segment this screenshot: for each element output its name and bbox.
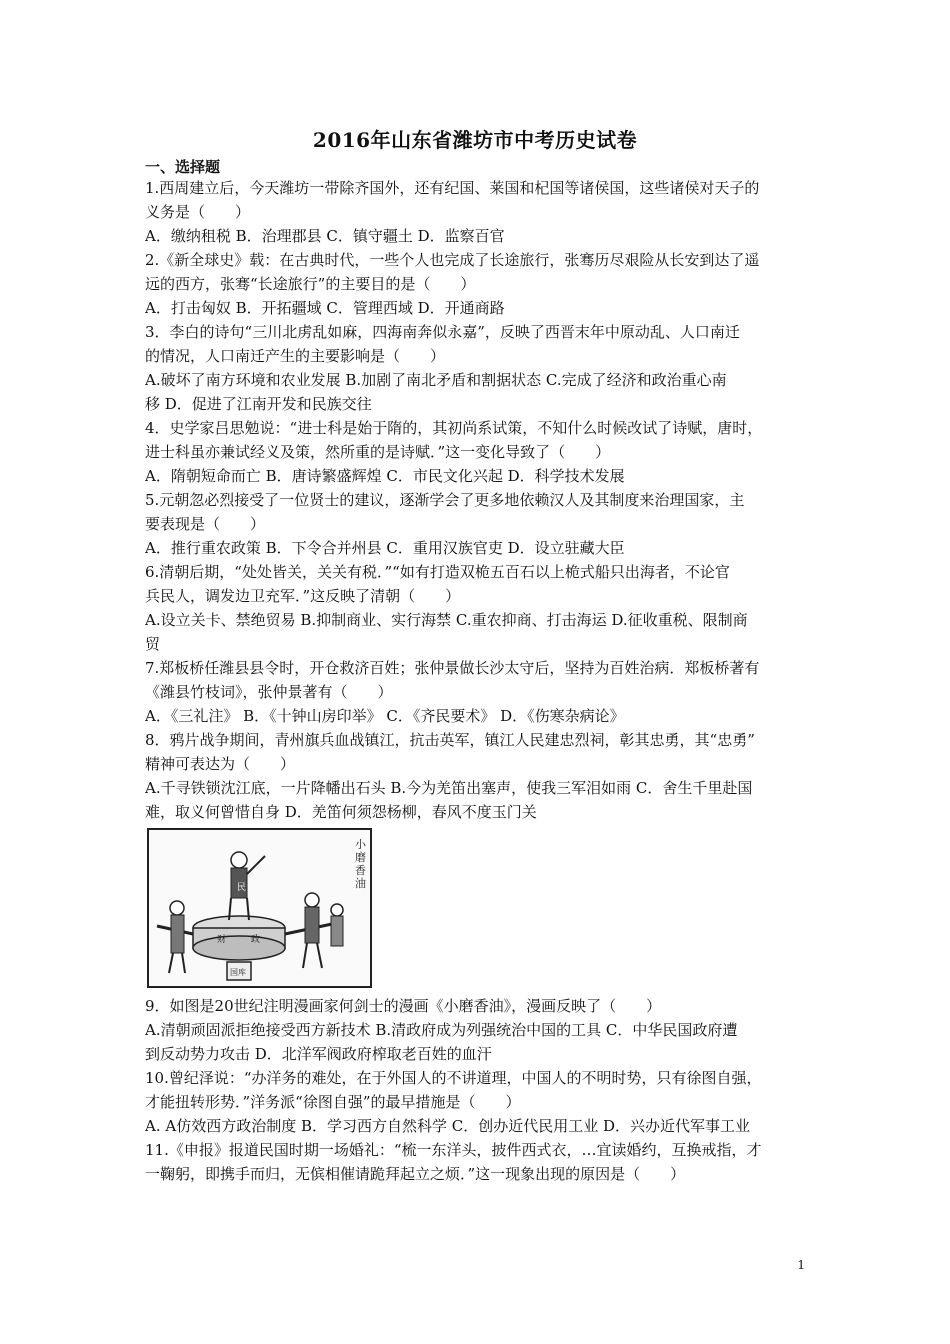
questions-part-2	[145, 994, 807, 1186]
text-line: A．推行重农政策 B．下令合并州县 C．重用汉族官吏 D．设立驻藏大臣	[145, 539, 625, 557]
text-line: 11.《申报》报道民国时期一场婚礼：“梳一东洋头，披件西式衣，…宜读婚约，互换戒指，才	[145, 1141, 762, 1159]
text-line: A.设立关卡、禁绝贸易 B.抑制商业、实行海禁 C.重农抑商、打击海运 D.征收重税、限制商	[145, 611, 748, 629]
cartoon-figure	[147, 828, 372, 988]
text-line: 远的西方，张骞“长途旅行”的主要目的是（ ）	[145, 275, 476, 293]
text-line: 2.《新全球史》载：在古典时代，一些个人也完成了长途旅行，张骞历尽艰险从长安到达了遥	[145, 251, 760, 269]
text-line: 6.清朝后期，“处处皆关，关关有税．”“如有打造双桅五百石以上桅式船只出海者，不论官	[145, 563, 730, 581]
text-line: 义务是（ ）	[145, 203, 251, 221]
text-line: 移 D．促进了江南开发和民族交往	[145, 395, 372, 413]
text-line: 3．李白的诗句“三川北虏乱如麻，四海南奔似永嘉”，反映了西晋末年中原动乱、人口南迁	[145, 323, 740, 341]
text-line: A.清朝顽固派拒绝接受西方新技术 B.清政府成为列强统治中国的工具 C．中华民国政府遭	[145, 1021, 738, 1039]
text-line: 的情况，人口南迁产生的主要影响是（ ）	[145, 347, 446, 365]
cartoon-illustration	[147, 828, 372, 988]
pot-label: 国库	[230, 968, 246, 977]
text-line: 8．鸦片战争期间，青州旗兵血战镇江，抗击英军，镇江人民建忠烈祠，彰其忠勇，其“忠勇”	[145, 731, 755, 749]
figure-label: 政	[251, 935, 261, 945]
text-line: 4．史学家吕思勉说：“进士科是始于隋的，其初尚系试策，不知什么时候改试了诗赋，唐时，	[145, 419, 763, 437]
questions-part-1	[145, 176, 807, 824]
text-line: 5.元朝忽必烈接受了一位贤士的建议，逐渐学会了更多地依赖汉人及其制度来治理国家，主	[145, 491, 745, 509]
text-line: 7.郑板桥任潍县县令时，开仓救济百姓；张仲景做长沙太守后，坚持为百姓治病．郑板桥著有	[145, 659, 760, 677]
text-line: 10.曾纪泽说：“办洋务的难处，在于外国人的不讲道理，中国人的不明时势，只有徐图自强，	[145, 1069, 762, 1087]
text-line: A．《三礼注》 B．《十钟山房印举》 C．《齐民要术》 D．《伤寒杂病论》	[145, 707, 625, 725]
text-line: 9．如图是20世纪注明漫画家何剑士的漫画《小磨香油》，漫画反映了（ ）	[145, 997, 662, 1015]
exam-body	[145, 176, 807, 1186]
text-line: 进士科虽亦兼试经义及策，然所重的是诗赋．”这一变化导致了（ ）	[145, 443, 611, 461]
figure-label: 财	[217, 935, 227, 945]
text-line: A. A仿效西方政治制度 B．学习西方自然科学 C．创办近代民用工业 D．兴办近代军事工业	[145, 1117, 751, 1135]
text-line: 一鞠躬，即携手而归，无傧相催请跪拜起立之烦．”这一现象出现的原因是（ ）	[145, 1165, 686, 1183]
text-line: A．打击匈奴 B．开拓疆域 C．管理西域 D．开通商路	[145, 299, 505, 317]
text-line: A．缴纳租税 B．治理郡县 C．镇守疆土 D．监察百官	[145, 227, 505, 245]
text-line: 1.西周建立后，今天潍坊一带除齐国外，还有纪国、莱国和杞国等诸侯国，这些诸侯对天子的	[145, 179, 760, 197]
text-line: 才能扭转形势．”洋务派“徐图自强”的最早措施是（ ）	[145, 1093, 521, 1111]
page-title: 2016年山东省潍坊市中考历史试卷	[312, 128, 638, 152]
section-heading: 一、选择题	[145, 158, 221, 176]
text-line: A.千寻铁锁沈江底，一片降幡出石头 B.今为羌笛出塞声，使我三军泪如雨 C．舍生千里赴国	[145, 779, 753, 797]
text-line: 贸	[145, 635, 161, 653]
text-line: A.破坏了南方环境和农业发展 B.加剧了南北矛盾和割据状态 C.完成了经济和政治重心南	[145, 371, 727, 389]
text-line: 《潍县竹枝词》，张仲景著有（ ）	[145, 683, 393, 701]
figure-label: 民	[237, 883, 247, 893]
cartoon-caption-char: 小磨香油	[355, 838, 366, 890]
text-line: 到反动势力攻击 D．北洋军阀政府榨取老百姓的血汗	[145, 1045, 492, 1063]
text-line: 难，取义何曾惜自身 D．羌笛何须怨杨柳，春风不度玉门关	[145, 803, 537, 821]
page-number: 1	[797, 1258, 805, 1272]
text-line: 精神可表达为（ ）	[145, 755, 296, 773]
text-line: 兵民人，调发边卫充军．”这反映了清朝（ ）	[145, 587, 461, 605]
text-line: A．隋朝短命而亡 B．唐诗繁盛辉煌 C．市民文化兴起 D．科学技术发展	[145, 467, 625, 485]
text-line: 要表现是（ ）	[145, 515, 266, 533]
